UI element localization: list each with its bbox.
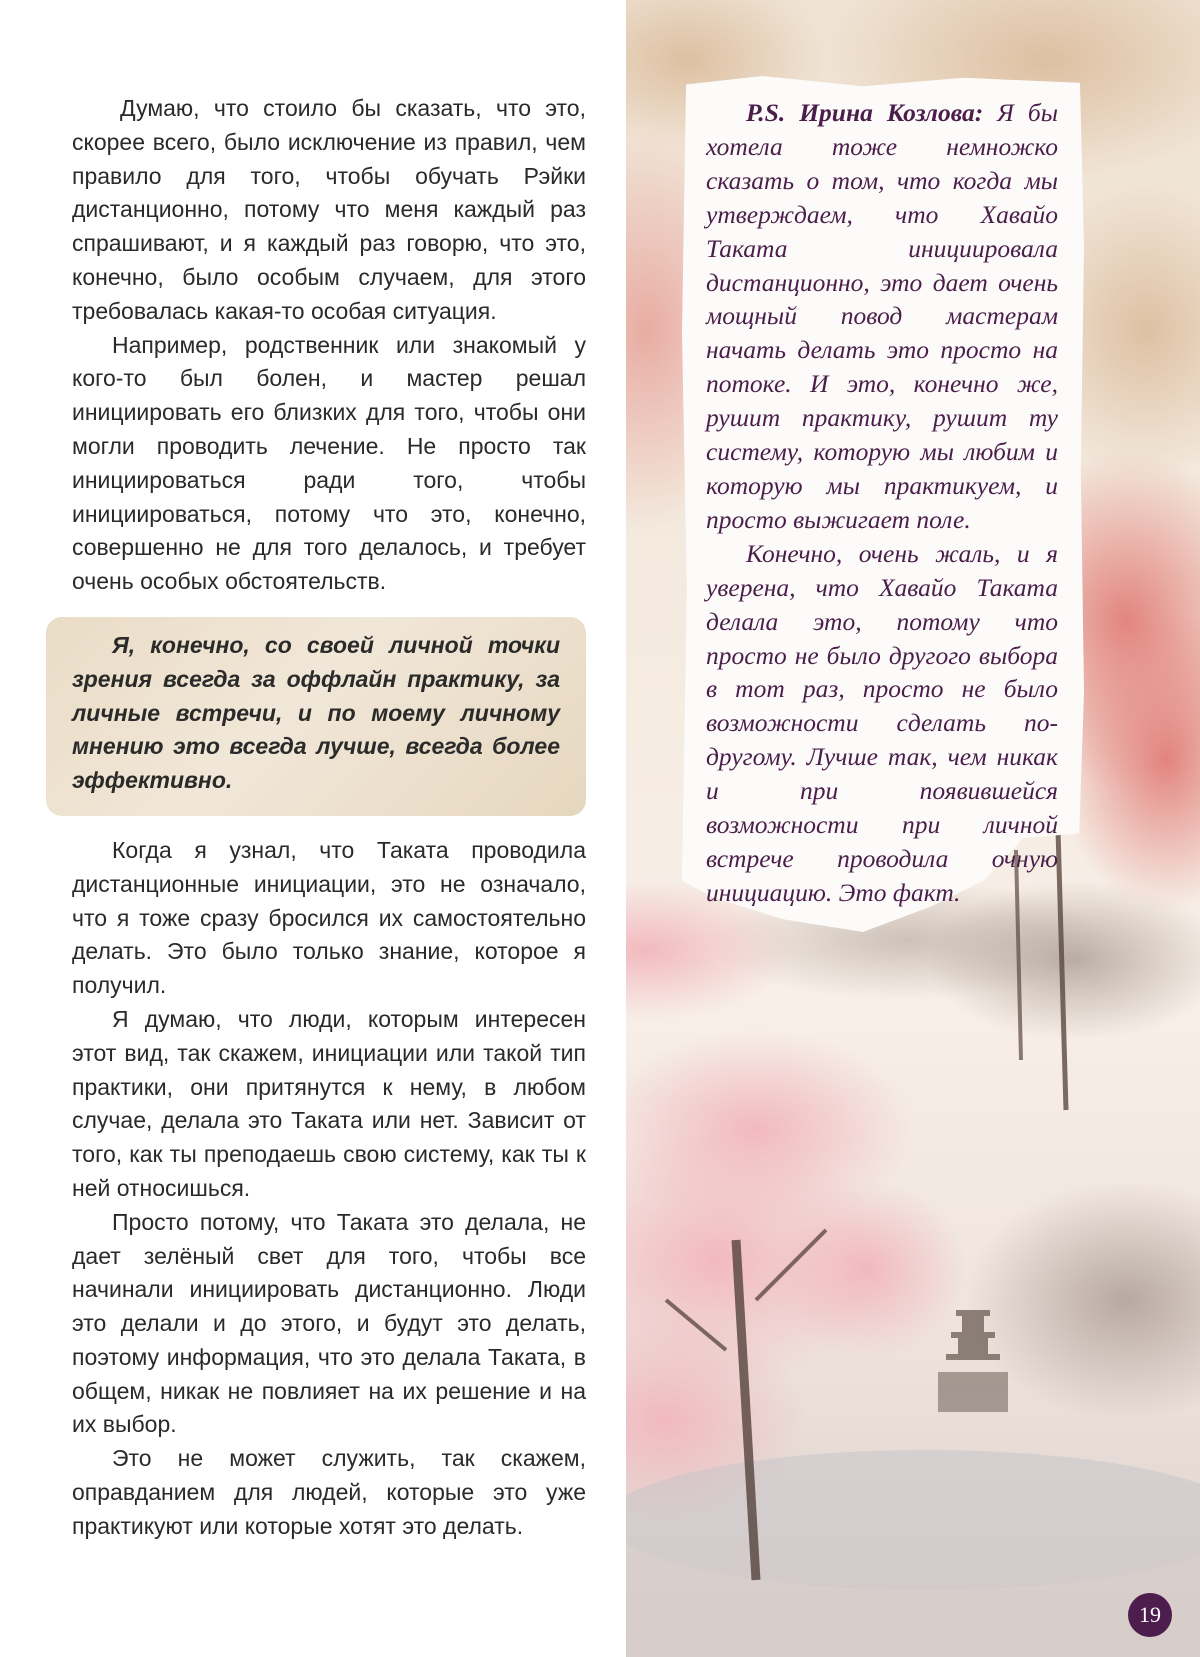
highlight-text: Я, конечно, со своей личной точки зрения всегда за оффлайн практику, за личные встречи, и по моему личному мнению это всегда лучше, всегда более эффективно. [72, 631, 560, 794]
ps-note [706, 96, 1058, 910]
note-paragraph-1 [706, 96, 1058, 537]
paragraph-2: Например, родственник или знакомый у кого-то был болен, и мастер решал инициировать его близких для того, чтобы они могли проводить лечение. Не просто так инициироваться ради того, чтобы инициироваться, потому что это, конечно, совершенно не для того делалось, и требует очень особых обстоятельств. [72, 331, 586, 595]
paragraph-4: Я думаю, что люди, которым интересен этот вид, так скажем, инициации или такой тип практики, они притянутся к нему, в любом случае, делала это Таката или нет. Зависит от того, как ты преподаешь свою систему, как ты к ней относишься. [72, 1005, 586, 1201]
page-number-badge: 19 [1128, 1593, 1172, 1637]
paragraph-6: Это не может служить, так скажем, оправданием для людей, которые это уже практикуют или которые хотят это делать. [72, 1445, 586, 1539]
highlight-box [46, 617, 586, 816]
paragraph-1: Думаю, что стоило бы сказать, что это, скорее всего, было исключение из правил, чем правило для того, чтобы обучать Рэйки дистанционно, потому что меня каждый раз спрашивают, и я каждый раз говорю, что это, конечно, было особым случаем, для этого требовалась какая-то особая ситуация. [72, 95, 586, 324]
note-author-label: P.S. Ирина Козлова: [746, 98, 984, 127]
paragraph-5: Просто потому, что Таката это делала, не дает зелёный свет для того, чтобы все начинали инициировать дистанционно. Люди это делали и до этого, и будут это делать, поэтому информация, что это делала Таката, в общем, никак не повлияет на их решение и на их выбор. [72, 1208, 586, 1438]
paragraph-3: Когда я узнал, что Таката проводила дистанционные инициации, это не означало, что я тоже сразу бросился их самостоятельно делать. Это было только знание, которое я получил. [72, 836, 586, 999]
note-paragraph-1-text: Я бы хотела тоже немножко сказать о том, что когда мы утверждаем, что Хавайо Таката инициировала дистанционно, это дает очень мощный повод мастерам начать делать это просто на потоке. И это, конечно же, рушит практику, рушит ту систему, которую мы любим и которую мы практикуем, и просто выжигает поле. [706, 98, 1058, 534]
note-paragraph-2: Конечно, очень жаль, и я уверена, что Хавайо Таката делала это, потому что просто не было другого выбора в тот раз, просто не было возможности сделать по-другому. Лучше так, чем никак и при появившейся возможности при личной встрече проводила очную инициацию. Это факт. [706, 538, 1058, 907]
main-text-column [72, 92, 586, 1544]
